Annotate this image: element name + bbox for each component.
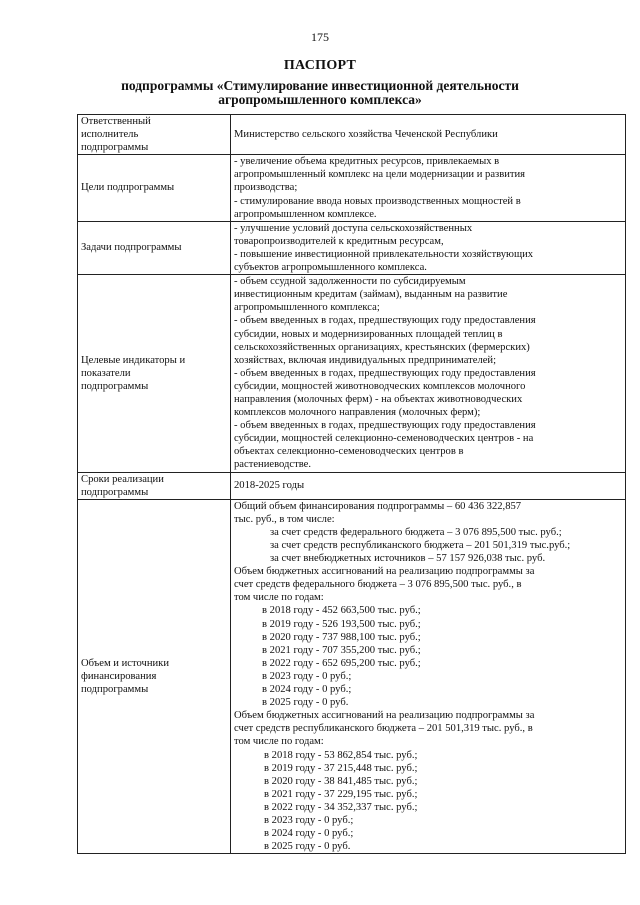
- regional-year-line: в 2018 году - 53 862,854 тыс. руб.;: [264, 749, 418, 761]
- value-line: хозяйствах, включая индивидуальных предпринимателей;: [234, 354, 497, 366]
- value-line: - улучшение условий доступа сельскохозяйственных: [234, 222, 473, 234]
- federal-year-line: в 2021 году - 707 355,200 тыс. руб.;: [262, 644, 421, 656]
- label-line: показатели: [81, 367, 131, 379]
- value-line: - объем введенных в годах, предшествующих году предоставления: [234, 315, 536, 327]
- value-line: товаропроизводителей к кредитным ресурсам,: [234, 235, 444, 247]
- label-line: Цели подпрограммы: [81, 182, 175, 194]
- regional-intro-line: Объем бюджетных ассигнований на реализацию подпрограммы за: [234, 710, 535, 722]
- federal-intro-line: Объем бюджетных ассигнований на реализацию подпрограммы за: [234, 566, 535, 578]
- terms-label: [78, 472, 231, 499]
- subtitle-line: подпрограммы «Стимулирование инвестиционной деятельности: [121, 78, 519, 93]
- indicators-value: [231, 275, 626, 472]
- label-line: подпрограммы: [81, 380, 149, 392]
- value-line: производства;: [234, 182, 298, 194]
- regional-intro-line: том числе по годам:: [234, 736, 324, 748]
- value-line: - стимулирование ввода новых производственных мощностей в: [234, 195, 521, 207]
- funding-source-line: за счет внебюджетных источников – 57 157 926,038 тыс. руб.: [270, 553, 546, 565]
- label-line: исполнитель: [81, 129, 139, 141]
- label-line: подпрограммы: [81, 684, 149, 696]
- value-line: - объем ссудной задолженности по субсидируемым: [234, 276, 466, 288]
- value-line: агропромышленный комплекс на цели модернизации и развития: [234, 169, 526, 181]
- federal-year-line: в 2022 году - 652 695,200 тыс. руб.;: [262, 657, 421, 669]
- value-line: комплексов молочного направления (молочных ферм);: [234, 407, 481, 419]
- value-line: субъектов агропромышленного комплекса.: [234, 262, 427, 274]
- regional-intro-line: счет средств республиканского бюджета – 201 501,319 тыс. руб., в: [234, 723, 533, 735]
- value-line: - повышение инвестиционной привлекательности хозяйствующих: [234, 248, 534, 260]
- document-subtitle: [80, 79, 560, 107]
- regional-year-line: в 2024 году - 0 руб.;: [264, 828, 354, 840]
- regional-year-line: в 2025 году - 0 руб.: [264, 841, 351, 853]
- regional-year-line: в 2023 году - 0 руб.;: [264, 814, 354, 826]
- label-line: подпрограммы: [81, 142, 149, 154]
- regional-year-line: в 2020 году - 38 841,485 тыс. руб.;: [264, 775, 418, 787]
- federal-intro-line: счет средств федерального бюджета – 3 076 895,500 тыс. руб., в: [234, 579, 522, 591]
- passport-table: [77, 114, 626, 854]
- label-line: Сроки реализации: [81, 473, 164, 485]
- label-line: Целевые индикаторы и: [81, 354, 186, 366]
- value-line: субсидии, новых и модернизированных площадей теплиц в: [234, 328, 503, 340]
- value-line: - объем введенных в годах, предшествующих году предоставления: [234, 420, 536, 432]
- regional-year-line: в 2019 году - 37 215,448 тыс. руб.;: [264, 762, 418, 774]
- value-line: субсидии, мощностей селекционно-семеноводческих центров - на: [234, 433, 534, 445]
- value-line: инвестиционным кредитам (займам), выданным на развитие: [234, 289, 508, 301]
- funding-total-line: Общий объем финансирования подпрограммы – 60 436 322,857: [234, 500, 522, 512]
- label-line: Задачи подпрограммы: [81, 242, 182, 254]
- goals-value: [231, 155, 626, 221]
- value-line: направления (молочных ферм) - на объектах животноводческих: [234, 393, 523, 405]
- row-terms: [78, 472, 626, 499]
- regional-year-line: в 2021 году - 37 229,195 тыс. руб.;: [264, 788, 418, 800]
- regional-year-line: в 2022 году - 34 352,337 тыс. руб.;: [264, 801, 418, 813]
- value-line: Министерство сельского хозяйства Чеченской Республики: [234, 129, 498, 141]
- executor-value: [231, 115, 626, 155]
- value-line: - увеличение объема кредитных ресурсов, привлекаемых в: [234, 156, 500, 168]
- value-line: растениеводстве.: [234, 459, 312, 471]
- federal-year-line: в 2024 году - 0 руб.;: [262, 684, 352, 696]
- federal-year-line: в 2018 году - 452 663,500 тыс. руб.;: [262, 605, 421, 617]
- federal-year-line: в 2019 году - 526 193,500 тыс. руб.;: [262, 618, 421, 630]
- document-title: ПАСПОРТ: [283, 58, 357, 73]
- federal-year-line: в 2025 году - 0 руб.: [262, 697, 349, 709]
- funding-value: [231, 499, 626, 854]
- funding-source-line: за счет средств республиканского бюджета – 201 501,319 тыс.руб.;: [270, 540, 571, 551]
- indicators-label: [78, 275, 231, 472]
- funding-source-line: за счет средств федерального бюджета – 3 076 895,500 тыс. руб.;: [270, 526, 562, 538]
- value-line: субсидии, мощностей животноводческих комплексов молочного: [234, 380, 526, 392]
- funding-total-line: тыс. руб., в том числе:: [234, 513, 335, 525]
- federal-year-line: в 2023 году - 0 руб.;: [262, 670, 352, 682]
- funding-label: [78, 499, 231, 854]
- subtitle-line: агропромышленного комплекса»: [218, 92, 422, 107]
- value-line: объектах селекционно-семеноводческих центров в: [234, 446, 464, 458]
- value-line: агропромышленного комплекса;: [234, 302, 380, 314]
- row-tasks: [78, 221, 626, 274]
- tasks-value: [231, 221, 626, 274]
- tasks-label: [78, 221, 231, 274]
- federal-intro-line: том числе по годам:: [234, 592, 324, 604]
- row-indicators: [78, 275, 626, 472]
- row-funding: [78, 499, 626, 854]
- terms-value: [231, 472, 626, 499]
- value-line: - объем введенных в годах, предшествующих году предоставления: [234, 367, 536, 379]
- federal-year-line: в 2020 году - 737 988,100 тыс. руб.;: [262, 631, 421, 643]
- goals-label: [78, 155, 231, 221]
- label-line: подпрограммы: [81, 486, 149, 498]
- label-line: Ответственный: [81, 116, 151, 127]
- label-line: финансирования: [81, 670, 157, 682]
- label-line: Объем и источники: [81, 657, 169, 669]
- value-line: агропромышленном комплексе.: [234, 208, 377, 220]
- executor-label: [78, 115, 231, 155]
- value-line: сельскохозяйственных организациях, крестьянских (фермерских): [234, 341, 530, 353]
- row-goals: [78, 155, 626, 221]
- value-line: 2018-2025 годы: [234, 480, 305, 492]
- page-number: 175: [311, 30, 329, 44]
- row-executor: [78, 115, 626, 155]
